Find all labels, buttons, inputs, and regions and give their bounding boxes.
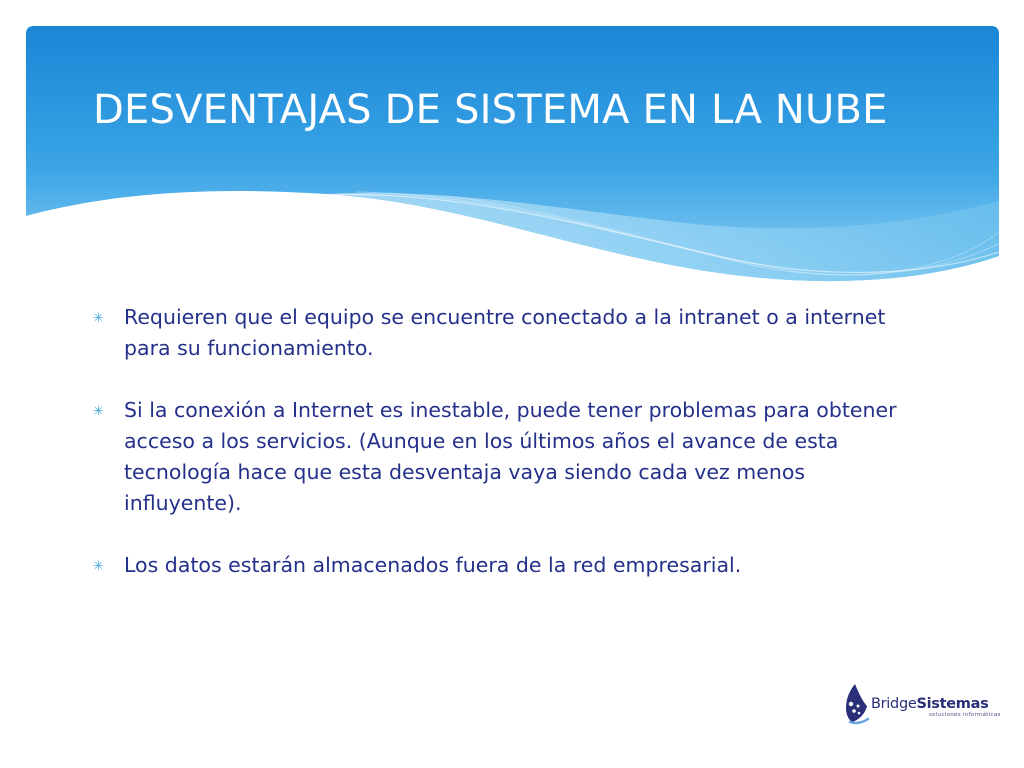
bullet-item bbox=[93, 302, 913, 364]
bullet-item bbox=[93, 395, 913, 519]
header-banner bbox=[26, 26, 999, 286]
logo-name-sistemas: Sistemas bbox=[916, 696, 989, 712]
wave-background bbox=[26, 26, 999, 286]
bullet-list bbox=[93, 302, 913, 612]
company-logo bbox=[841, 682, 1001, 726]
slide-title: DESVENTAJAS DE SISTEMA EN LA NUBE bbox=[93, 87, 888, 133]
bullet-text: Requieren que el equipo se encuentre conectado a la intranet o a internet para su funcionamiento. bbox=[124, 305, 886, 360]
logo-wordmark bbox=[871, 696, 988, 712]
logo-tagline: soluciones informáticas bbox=[929, 712, 1001, 718]
bullet-text: Si la conexión a Internet es inestable, puede tener problemas para obtener acceso a los servicios. (Aunque en los últimos años el avance de esta tecnología hace que esta desventaja vaya siendo cada vez menos influyente). bbox=[124, 398, 897, 515]
logo-icon bbox=[841, 682, 871, 726]
bullet-item bbox=[93, 550, 913, 581]
asterisk-bullet-icon: ✳ bbox=[93, 311, 104, 326]
logo-name-bridge: Bridge bbox=[871, 696, 917, 712]
asterisk-bullet-icon: ✳ bbox=[93, 559, 104, 574]
bullet-text: Los datos estarán almacenados fuera de la red empresarial. bbox=[124, 553, 742, 577]
asterisk-bullet-icon: ✳ bbox=[93, 404, 104, 419]
